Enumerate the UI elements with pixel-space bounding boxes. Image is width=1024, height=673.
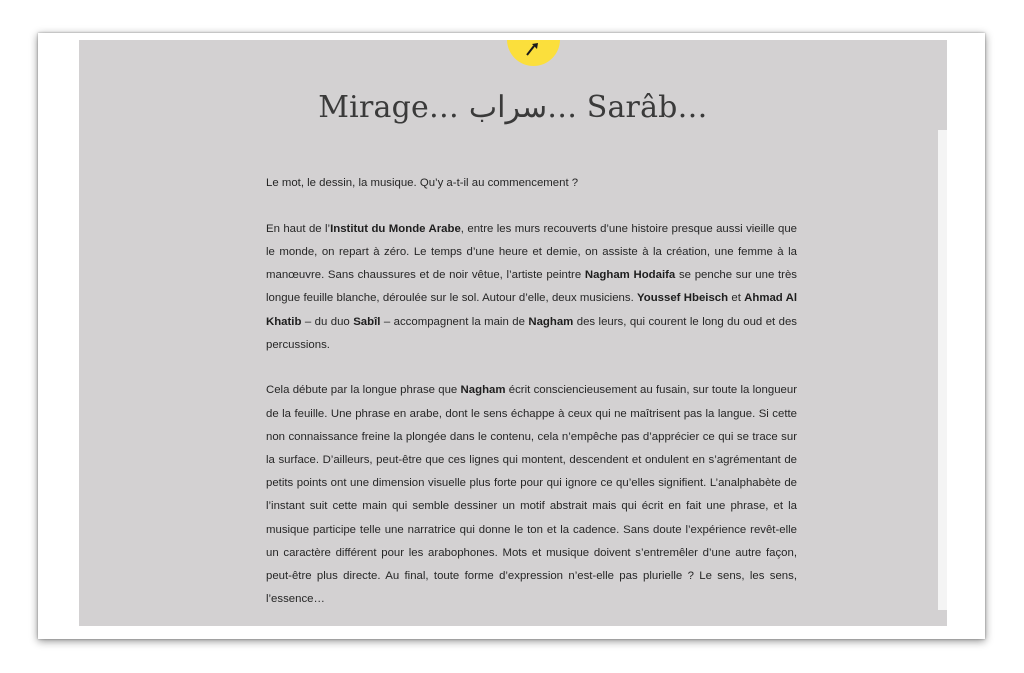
text-run: se penche sur une très longue feuille blanche, déroulée sur le sol. Autour d’elle, deux musiciens. <box>266 269 798 305</box>
text-run: – accompagnent la main de <box>380 315 529 328</box>
text-run: écrit consciencieusement au fusain, sur toute la longueur de la feuille. Une phrase en arabe, dont le sens échappe à ceux qui ne maîtrisent pas la langue. Si cette non connaissance freine la plongée dans le contenu, cela n’empêche pas d’apprécier ce qui se trace sur la surface. D’ailleurs, peut-être que ces lignes qui montent, descendent et ondulent en s’agrémentant de petits points ont une dimension visuelle plus forte pour qui ignore ce qu’elles signifient. L’analphabète de l’instant suit cette main qui semble dessiner un motif abstrait mais qui écrit en fait une phrase, et la musique participe telle une narratrice qui donne le ton et la cadence. Sans doute l’expérience revêt-elle un caractère différent pour les arabophones. Mots et musique doivent s’entremêler d’une autre façon, peut-être plus directe. Au final, toute forme d’expression n’est-elle pas plurielle ? Le sens, les sens, l’essence… <box>266 384 797 606</box>
text-run: En haut de l’ <box>266 222 331 235</box>
pen-nib-icon <box>525 42 541 56</box>
bold-name: Nagham <box>460 384 506 397</box>
bold-name: Nagham <box>528 315 574 328</box>
paragraph <box>266 218 797 357</box>
bold-name: Ahmad Al Khatib <box>266 292 797 328</box>
text-run: et <box>728 292 745 305</box>
bold-name: Sabîl <box>353 315 381 328</box>
screenshot-frame <box>38 33 985 639</box>
text-run: Cela débute par la longue phrase que <box>266 384 461 397</box>
article-body <box>266 172 797 626</box>
text-run: Le mot, le dessin, la musique. Qu’y a-t-il au commencement ? <box>266 177 579 189</box>
scroll-edge <box>938 130 947 610</box>
bold-name: Institut du Monde Arabe <box>330 222 461 235</box>
text-run: – du duo <box>301 315 354 328</box>
article-title: Mirage… سراب… Sarâb… <box>318 90 708 125</box>
bold-name: Youssef Hbeisch <box>637 292 729 305</box>
article <box>79 40 947 626</box>
bold-name: Nagham Hodaifa <box>584 269 676 282</box>
paragraph <box>266 172 797 195</box>
category-badge[interactable] <box>507 40 560 66</box>
text-run: des leurs, qui courent le long du oud et des percussions. <box>266 315 798 351</box>
text-run: , entre les murs recouverts d’une histoire presque aussi vieille que le monde, on repart à zéro. Le temps d’une heure et demie, on assiste à la création, une femme à la manœuvre. Sans chaussures et de noir vêtue, l’artiste peintre <box>266 222 797 282</box>
paragraph <box>266 379 797 611</box>
